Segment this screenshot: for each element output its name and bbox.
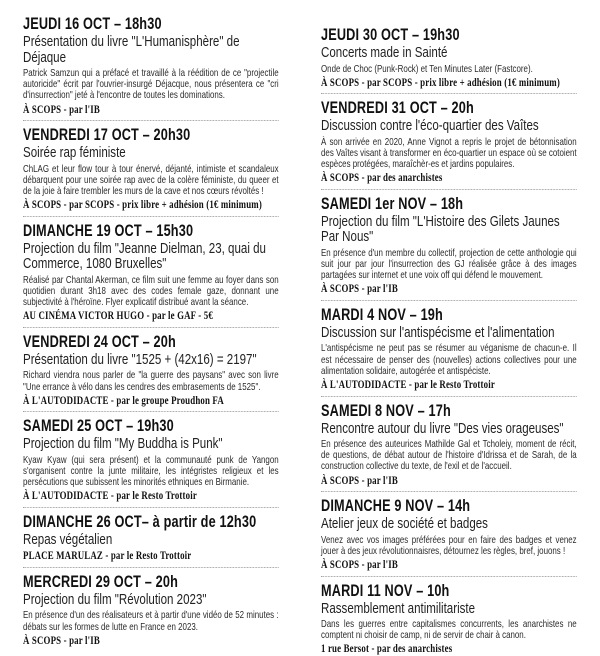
event-listing [23, 333, 279, 407]
event-venue-organizer: À SCOPS - par SCOPS - prix libre + adhésion (1€ minimum) [321, 76, 560, 89]
event-listing [23, 15, 279, 116]
dotted-divider [321, 576, 577, 577]
event-title: Rencontre autour du livre "Des vies orageuses" [321, 419, 564, 437]
event-date-time: VENDREDI 31 OCT – 20h [321, 99, 474, 118]
event-listing [23, 573, 279, 647]
dotted-divider [23, 411, 279, 412]
event-description: À son arrivée en 2020, Anne Vignot a repris le projet de bétonnisation des Vaîtes visant à transformer en éco-quartier un espace où se cotoient espèces protégées, maraîchèr-es et jardins populaires. [321, 136, 577, 171]
event-title: Projection du film "Jeanne Dielman, 23, quai du Commerce, 1080 Bruxelles" [23, 239, 266, 273]
event-description: Réalisé par Chantal Akerman, ce film suit une femme au foyer dans son quotidien durant 3h18 avec des codes female gaze, donnant une subjectivité à l'héroïne. Flyer explicatif distribué avant la séance. [23, 274, 279, 309]
event-title: Repas végétalien [23, 530, 113, 548]
event-title: Présentation du livre "1525 + (42x16) = 2197" [23, 350, 257, 368]
event-description: En présence d'un membre du collectif, projection de cette anthologie qui suit jour par jour l'insurrection des GJ réalisée grâce à des images partagées sur internet et une voix off qui défend le mouvement. [321, 247, 577, 282]
event-date-time: VENDREDI 24 OCT – 20h [23, 332, 176, 351]
event-venue-organizer: À SCOPS - par SCOPS - prix libre + adhésion (1€ minimum) [23, 199, 262, 212]
event-description: Kyaw Kyaw (qui sera présent) et la communauté punk de Yangon s'organisent contre la junte militaire, les intégristes religieux et les persécutions que subissent les minorités ethniques en Birmanie. [23, 454, 279, 489]
event-listing [23, 222, 279, 323]
event-title: Projection du film "Révolution 2023" [23, 590, 207, 608]
dotted-divider [321, 396, 577, 397]
event-date-time: SAMEDI 8 NOV – 17h [321, 401, 451, 420]
event-listing [321, 26, 577, 89]
event-date-time: VENDREDI 17 OCT – 20h30 [23, 126, 191, 145]
event-venue-organizer: À SCOPS - par l'IB [23, 634, 100, 647]
event-description: Patrick Samzun qui a préfacé et travaillé à la réédition de ce "projectile autoricide" écrit par l'ouvrier-insurgé Déjacque, nous présentera ce "cri d'insurrection" jeté à l'encontre de toutes les dominations. [23, 68, 279, 102]
event-date-time: MARDI 4 NOV – 19h [321, 305, 443, 324]
event-venue-organizer: À L'AUTODIDACTE - par le Resto Trottoir [321, 379, 495, 392]
dotted-divider [321, 189, 577, 190]
event-date-time: JEUDI 16 OCT – 18h30 [23, 15, 162, 33]
event-listing [321, 195, 577, 296]
event-venue-organizer: À SCOPS - par l'IB [23, 103, 100, 116]
event-listing [321, 582, 577, 656]
event-date-time: SAMEDI 1er NOV – 18h [321, 194, 464, 213]
event-date-time: SAMEDI 25 OCT – 19h30 [23, 417, 174, 436]
event-title: Rassemblement antimilitariste [321, 599, 476, 617]
event-title: Discussion sur l'antispécisme et l'alimentation [321, 323, 555, 341]
event-date-time: DIMANCHE 26 OCT– à partir de 12h30 [23, 512, 257, 531]
event-title: Projection du film "L'Histoire des Gilets Jaunes Par Nous" [321, 212, 560, 246]
dotted-divider [23, 120, 279, 121]
event-venue-organizer: 1 rue Bersot - par des anarchistes [321, 643, 453, 656]
event-listing [321, 306, 577, 392]
event-date-time: DIMANCHE 9 NOV – 14h [321, 497, 471, 516]
event-description: Venez avec vos images préférées pour en faire des badges et venez jouer à des jeux révolutionnaisres, détournez les règles, bref, jouons ! [321, 534, 577, 557]
dotted-divider [321, 300, 577, 301]
event-listing [321, 402, 577, 488]
event-description: Richard viendra nous parler de "la guerre des paysans" avec son livre "Une errance à vélo dans les cendres des embrasements de 1525". [23, 370, 279, 393]
event-description: En présence d'un des réalisateurs et à partir d'une vidéo de 52 minutes : débats sur les formes de lutte en France en 2023. [23, 610, 279, 633]
dotted-divider [321, 93, 577, 94]
dotted-divider [23, 507, 279, 508]
event-date-time: DIMANCHE 19 OCT – 15h30 [23, 221, 194, 240]
event-description: L'antispécisme ne peut pas se résumer au véganisme de chacun-e. Il est nécessaire de penser des (nouvelles) actions collectives pour une alimentation solidaire, autogérée et antispéciste. [321, 343, 577, 377]
event-venue-organizer: AU CINÉMA VICTOR HUGO - par le GAF - 5€ [23, 310, 213, 323]
event-listing [321, 497, 577, 571]
event-listing [321, 99, 577, 185]
event-title: Concerts made in Sainté [321, 44, 448, 61]
event-venue-organizer: À SCOPS - par l'IB [321, 559, 398, 572]
event-listing [23, 513, 279, 563]
event-description: Dans les guerres entre capitalismes concurrents, les anarchistes ne comptent ni choisir de camp, ni de servir de chair à canon. [321, 619, 577, 642]
event-title: Discussion contre l'éco-quartier des Vaîtes [321, 117, 539, 135]
dotted-divider [321, 491, 577, 492]
event-description: ChLAG et leur flow tour à tour énervé, déjanté, intimiste et scandaleux débarquent pour une soirée rap avec de la colère féministe, du queer et de la joie à faire trembler les murs de la cave et nos cœurs révoltés ! [23, 163, 279, 198]
events-column-right [321, 26, 577, 656]
event-date-time: MERCREDI 29 OCT – 20h [23, 572, 179, 591]
event-title: Présentation du livre "L'Humanisphère" de Déjaque [23, 33, 240, 66]
event-listing [23, 126, 279, 212]
event-venue-organizer: À SCOPS - par l'IB [321, 474, 398, 487]
dotted-divider [23, 567, 279, 568]
event-venue-organizer: À L'AUTODIDACTE - par le Resto Trottoir [23, 490, 197, 503]
event-venue-organizer: À SCOPS - par des anarchistes [321, 172, 443, 185]
event-listing [23, 417, 279, 503]
event-title: Soirée rap féministe [23, 144, 126, 162]
event-date-time: MARDI 11 NOV – 10h [321, 581, 450, 600]
dotted-divider [23, 216, 279, 217]
event-venue-organizer: À SCOPS - par l'IB [321, 283, 398, 296]
event-venue-organizer: À L'AUTODIDACTE - par le groupe Proudhon FA [23, 394, 224, 407]
event-venue-organizer: PLACE MARULAZ - par le Resto Trottoir [23, 550, 192, 563]
events-column-left [23, 15, 279, 647]
dotted-divider [23, 327, 279, 328]
event-title: Projection du film "My Buddha is Punk" [23, 435, 223, 453]
event-date-time: JEUDI 30 OCT – 19h30 [321, 26, 460, 44]
event-description: Onde de Choc (Punk-Rock) et Ten Minutes Later (Fastcore). [321, 63, 533, 75]
event-title: Atelier jeux de société et badges [321, 515, 488, 533]
event-description: En présence des auteurices Mathilde Gal et Tcholeiy, moment de récit, de questions, de débat autour de l'histoire d'Idrissa et de Sarah, de la construction collective du texte, de l'exil et de l'accueil. [321, 439, 577, 473]
